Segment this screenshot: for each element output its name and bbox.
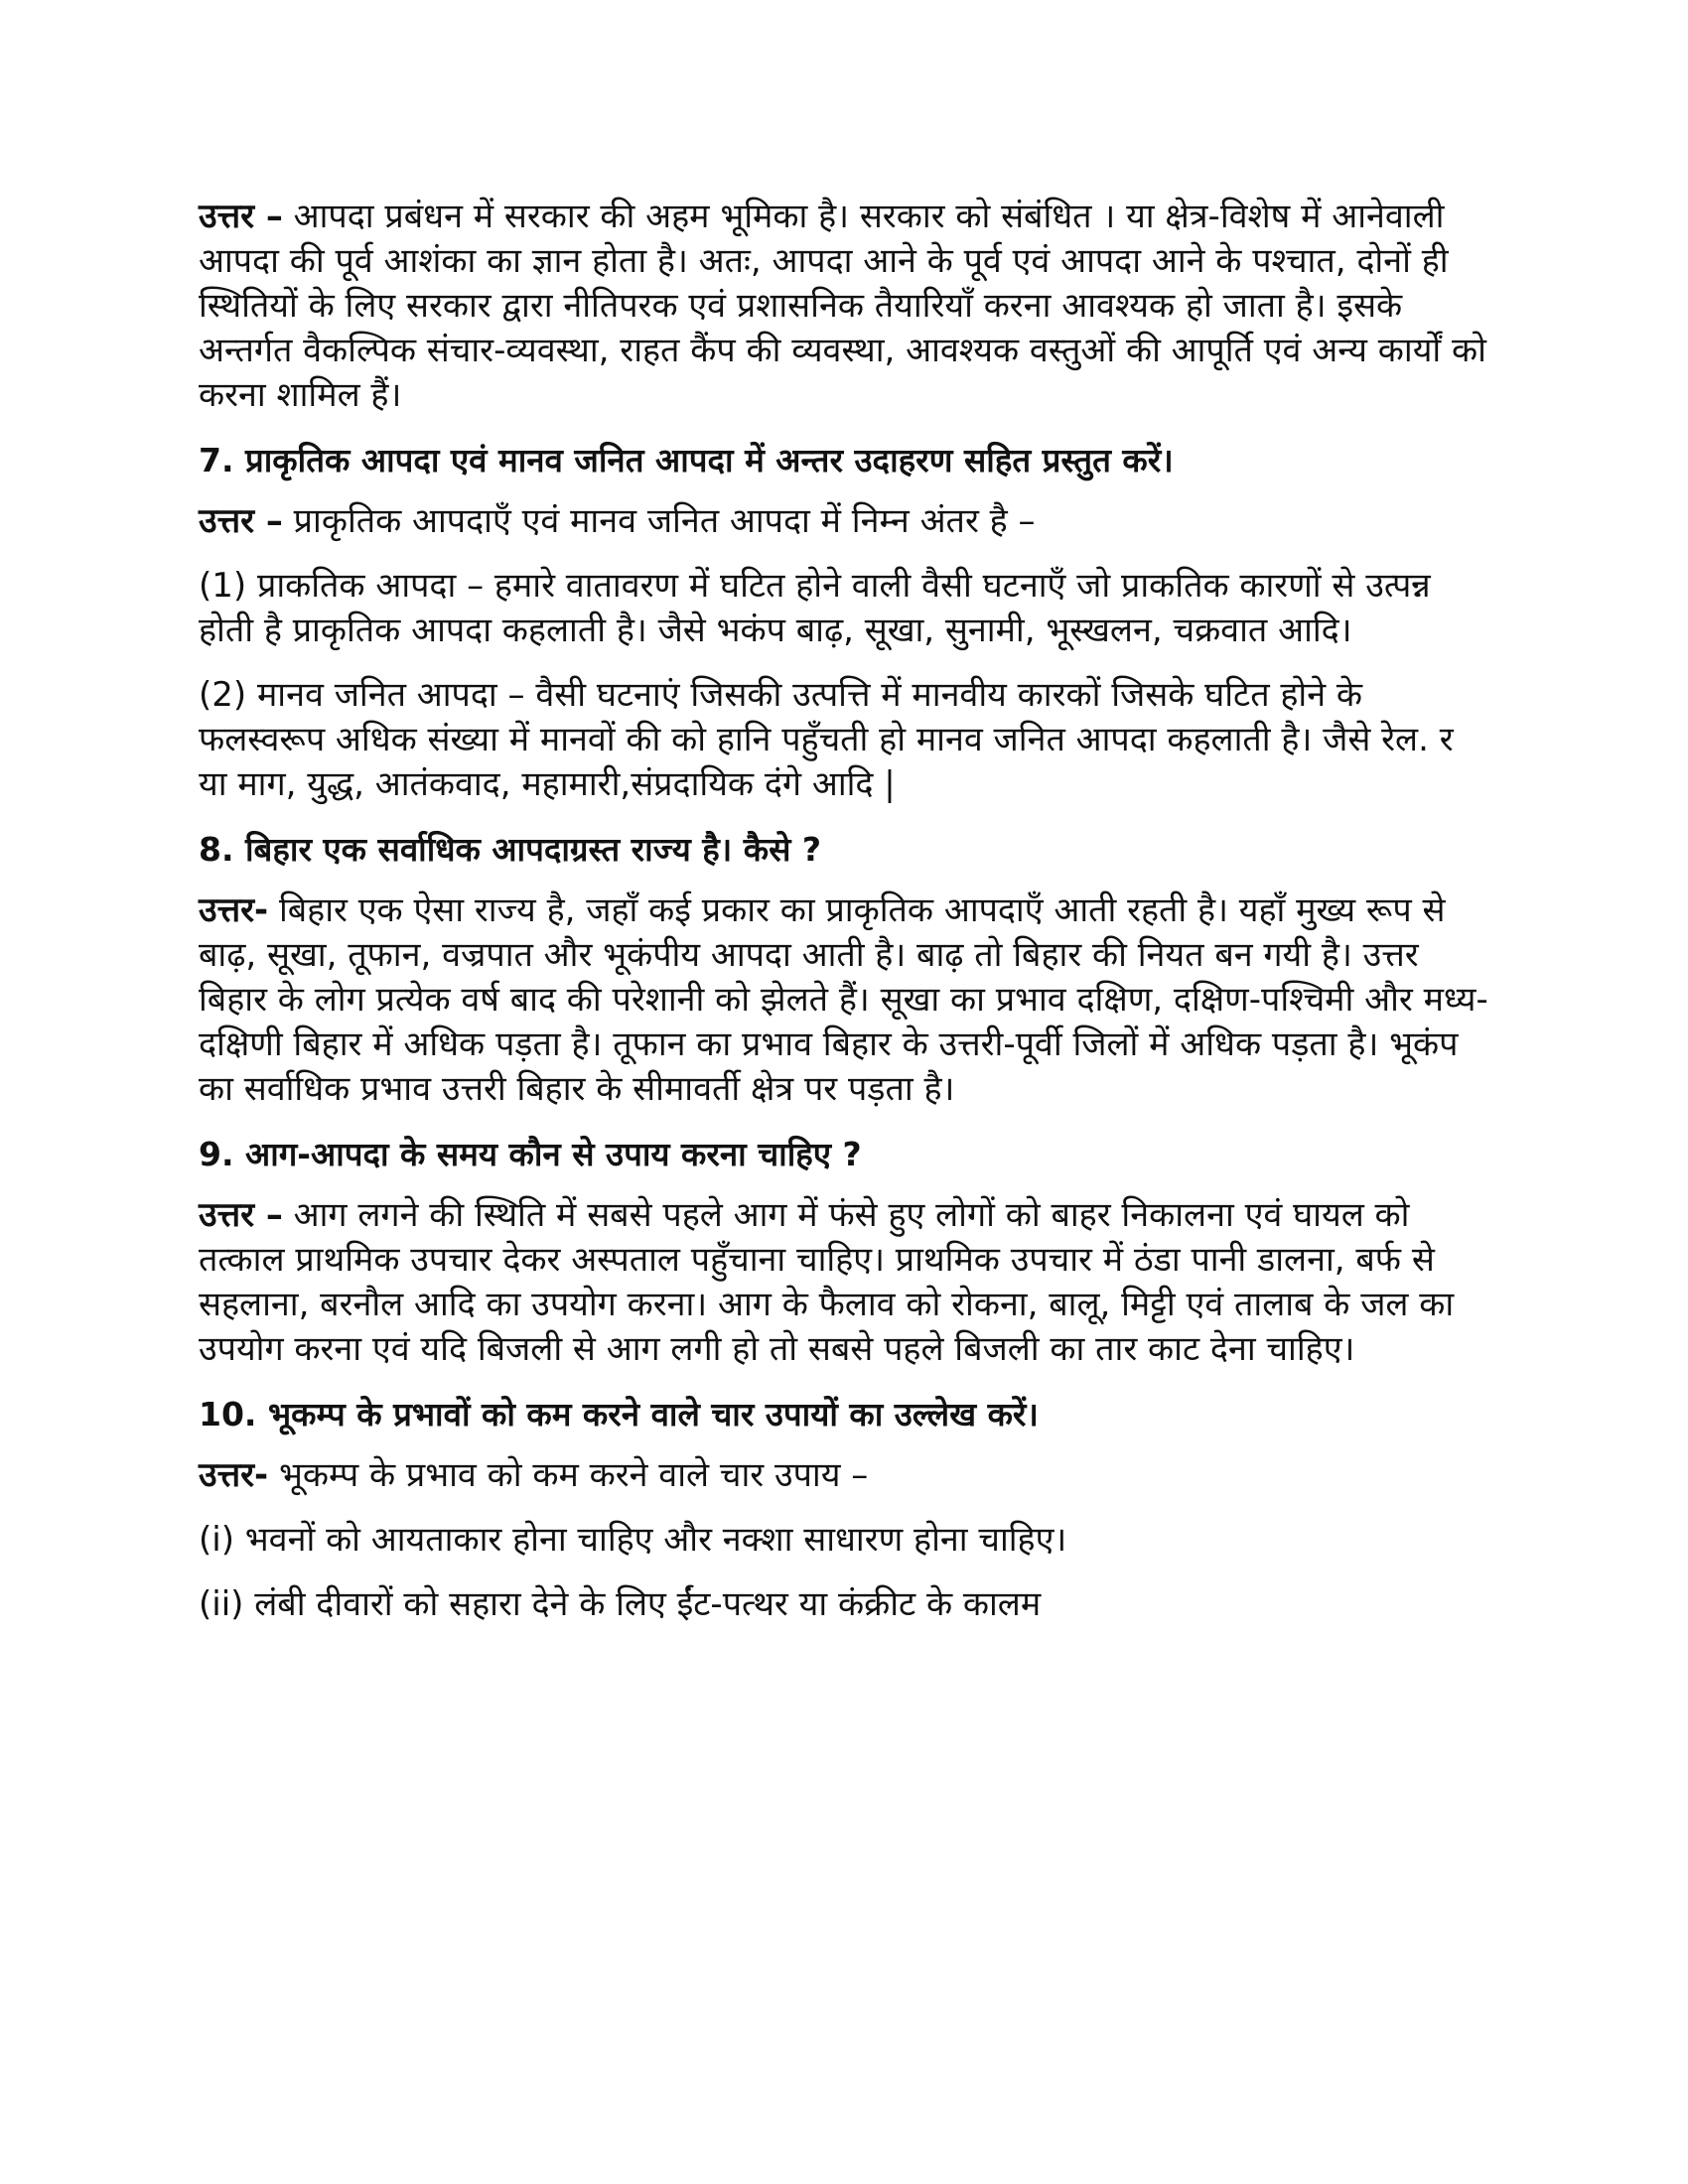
question-9-heading: 9. आग-आपदा के समय कौन से उपाय करना चाहिए ? [199,1135,862,1173]
point-i-rectangular-buildings: (i) भवनों को आयताकार होना चाहिए और नक्शा साधारण होना चाहिए। [199,1520,1067,1560]
answer-label: उत्तर- [199,1455,269,1495]
document-page [199,195,1489,1627]
answer-label: उत्तर- [199,890,269,930]
answer-9-paragraph [199,1193,1489,1372]
question-7-heading: 7. प्राकृतिक आपदा एवं मानव जनित आपदा में अन्तर उदाहरण सहित प्रस्तुत करें। [199,441,1174,479]
question-8-heading: 8. बिहार एक सर्वाधिक आपदाग्रस्त राज्य है। कैसे ? [199,830,822,869]
answer-text: बिहार एक ऐसा राज्य है, जहाँ कई प्रकार का प्राकृतिक आपदाएँ आती रहती है। यहाँ मुख्य रूप से बाढ़, सूखा, तूफान, वज्रपात और भूकंपीय आपदा आती है। बाढ़ तो बिहार की नियत बन गयी है। उत्तर बिहार के लोग प्रत्येक वर्ष बाद की परेशानी को झेलते हैं। सूखा का प्रभाव दक्षिण, दक्षिण-पश्चिमी और मध्य-दक्षिणी बिहार में अधिक पड़ता है। तूफान का प्रभाव बिहार के उत्तरी-पूर्वी जिलों में अधिक पड़ता है। भूकंप का सर्वाधिक प्रभाव उत्तरी बिहार के सीमावर्ती क्षेत्र पर पड़ता है। [199,890,1488,1109]
answer-label: उत्तर – [199,1195,283,1235]
answer-text: आपदा प्रबंधन में सरकार की अहम भूमिका है। सरकार को संबंधित । या क्षेत्र-विशेष में आनेवाली आपदा की पूर्व आशंका का ज्ञान होता है। अतः, आपदा आने के पूर्व एवं आपदा आने के पश्चात, दोनों ही स्थितियों के लिए सरकार द्वारा नीतिपरक एवं प्रशासनिक तैयारियाँ करना आवश्यक हो जाता है। इसके अन्तर्गत वैकल्पिक संचार-व्यवस्था, राहत कैंप की व्यवस्था, आवश्यक वस्तुओं की आपूर्ति एवं अन्य कार्यों को करना शामिल हैं। [199,197,1486,415]
answer-7-paragraph [199,499,1489,544]
answer-label: उत्तर – [199,501,283,541]
point-man-made-disaster: (2) मानव जनित आपदा – वैसी घटनाएं जिसकी उत्पत्ति में मानवीय कारकों जिसके घटित होने के फलस्वरूप अधिक संख्या में मानवों की को हानि पहुँचती हो मानव जनित आपदा कहलाती है। जैसे रेल. र या माग, युद्ध, आतंकवाद, महामारी,संप्रदायिक दंगे आदि | [199,675,1454,804]
answer-text: आग लगने की स्थिति में सबसे पहले आग में फंसे हुए लोगों को बाहर निकालना एवं घायल को तत्काल प्राथमिक उपचार देकर अस्पताल पहुँचाना चाहिए। प्राथमिक उपचार में ठंडा पानी डालना, बर्फ से सहलाना, बरनौल आदि का उपयोग करना। आग के फैलाव को रोकना, बालू, मिट्टी एवं तालाब के जल का उपयोग करना एवं यदि बिजली से आग लगी हो तो सबसे पहले बिजली का तार काट देना चाहिए। [199,1195,1455,1369]
answer-text: प्राकृतिक आपदाएँ एवं मानव जनित आपदा में निम्न अंतर है – [282,501,1036,541]
point-ii-support-columns: (ii) लंबी दीवारों को सहारा देने के लिए ईंट-पत्थर या कंक्रीट के कालम [199,1584,1042,1624]
answer-text: भूकम्प के प्रभाव को कम करने वाले चार उपाय – [268,1455,869,1495]
answer-label: उत्तर – [199,197,283,236]
answer-10-paragraph [199,1453,1489,1498]
answer-8-paragraph [199,888,1489,1112]
point-natural-disaster: (1) प्राकतिक आपदा – हमारे वातावरण में घटित होने वाली वैसी घटनाएँ जो प्राकतिक कारणों से उत्पन्न होती है प्राकृतिक आपदा कहलाती है। जैसे भकंप बाढ़, सूखा, सुनामी, भूस्खलन, चक्रवात आदि। [199,566,1431,650]
answer-6-paragraph [199,195,1489,418]
question-10-heading: 10. भूकम्प के प्रभावों को कम करने वाले चार उपायों का उल्लेख करें। [199,1395,1039,1433]
